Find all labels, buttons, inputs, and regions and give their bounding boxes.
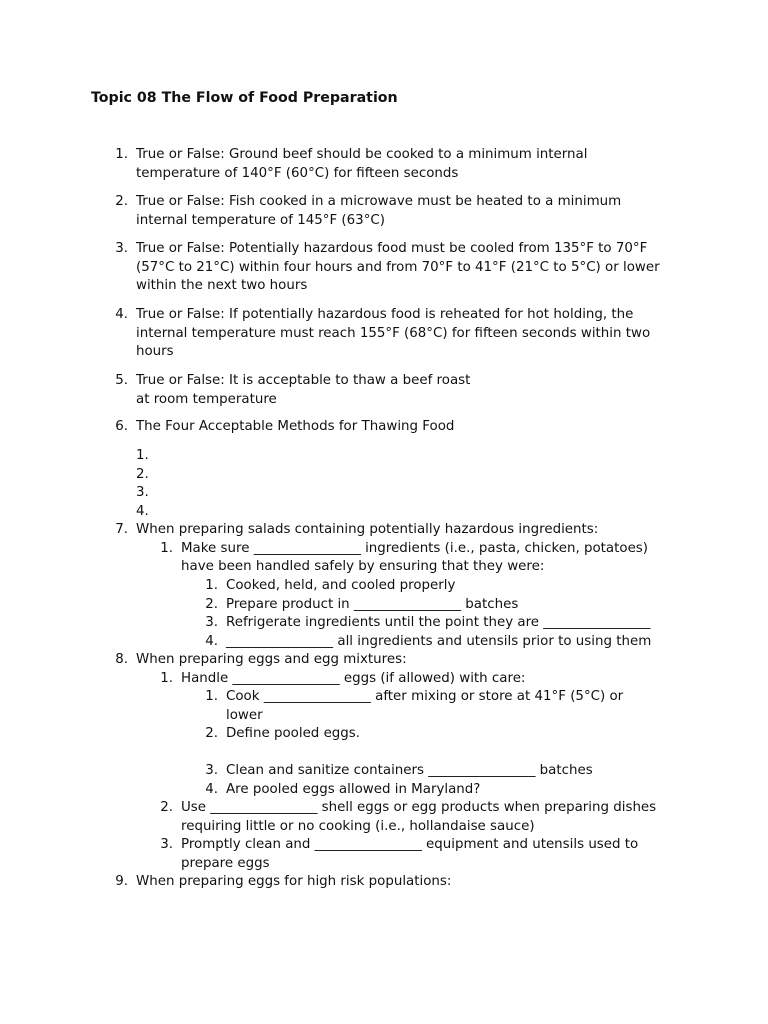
- list-number: 3.: [136, 485, 149, 500]
- question-text: The Four Acceptable Methods for Thawing Food: [136, 419, 455, 434]
- question-text: temperature of 140°F (60°C) for fifteen seconds: [136, 165, 459, 181]
- question-text: at room temperature: [136, 391, 277, 407]
- question-text: internal temperature must reach 155°F (68°C) for fifteen seconds within two: [136, 325, 651, 341]
- list-number: 1.: [160, 540, 173, 556]
- item-text: Promptly clean and ________________ equipment and utensils used to: [181, 837, 639, 852]
- item-text: Handle ________________ eggs (if allowed) with care:: [181, 670, 526, 686]
- question-text: (57°C to 21°C) within four hours and from 70°F to 41°F (21°C to 5°C) or lower: [136, 259, 660, 275]
- list-number: 1.: [136, 448, 149, 463]
- item-text: have been handled safely by ensuring that they were:: [181, 559, 545, 574]
- item-text: lower: [226, 707, 263, 723]
- page-title: Topic 08 The Flow of Food Preparation: [91, 90, 398, 106]
- list-number: 2.: [115, 194, 128, 209]
- question-text: True or False: If potentially hazardous food is reheated for hot holding, the: [136, 307, 634, 322]
- list-number: 5.: [115, 373, 128, 388]
- list-number: 4.: [205, 781, 218, 797]
- item-text: Use ________________ shell eggs or egg products when preparing dishes: [181, 800, 657, 815]
- list-number: 2.: [205, 596, 218, 612]
- item-text: Prepare product in ________________ batches: [226, 596, 519, 612]
- list-number: 2.: [160, 800, 173, 815]
- item-text: prepare eggs: [181, 855, 270, 871]
- item-text: ________________ all ingredients and utensils prior to using them: [226, 633, 652, 649]
- list-number: 9.: [115, 874, 128, 889]
- item-text: Refrigerate ingredients until the point they are ________________: [226, 615, 651, 630]
- question-text: internal temperature of 145°F (63°C): [136, 212, 385, 228]
- item-text: Clean and sanitize containers ________________ batches: [226, 763, 593, 778]
- item-text: Cook ________________ after mixing or store at 41°F (5°C) or: [226, 689, 624, 704]
- list-number: 4.: [115, 307, 128, 322]
- list-number: 3.: [115, 241, 128, 256]
- list-number: 8.: [115, 652, 128, 667]
- question-text: When preparing eggs for high risk populations:: [136, 874, 452, 889]
- question-text: True or False: Fish cooked in a microwave must be heated to a minimum: [136, 194, 622, 209]
- item-text: Define pooled eggs.: [226, 726, 361, 741]
- list-number: 4.: [205, 633, 218, 649]
- list-number: 1.: [160, 670, 173, 686]
- list-number: 4.: [136, 503, 149, 519]
- item-text: Are pooled eggs allowed in Maryland?: [226, 781, 481, 797]
- list-number: 2.: [205, 726, 218, 741]
- question-text: True or False: Potentially hazardous food must be cooled from 135°F to 70°F: [136, 241, 648, 256]
- list-number: 6.: [115, 419, 128, 434]
- list-number: 3.: [205, 763, 218, 778]
- item-text: Cooked, held, and cooled properly: [226, 578, 456, 593]
- question-text: When preparing eggs and egg mixtures:: [136, 652, 407, 667]
- list-number: 1.: [115, 147, 128, 162]
- question-text: When preparing salads containing potentially hazardous ingredients:: [136, 522, 599, 537]
- list-number: 1.: [205, 578, 218, 593]
- question-text: within the next two hours: [136, 278, 308, 293]
- list-number: 2.: [136, 466, 149, 482]
- list-number: 3.: [160, 837, 173, 852]
- item-text: requiring little or no cooking (i.e., hollandaise sauce): [181, 818, 535, 834]
- question-text: True or False: It is acceptable to thaw a beef roast: [136, 373, 471, 388]
- question-text: hours: [136, 344, 174, 359]
- item-text: Make sure ________________ ingredients (i.e., pasta, chicken, potatoes): [181, 540, 649, 556]
- question-text: True or False: Ground beef should be cooked to a minimum internal: [136, 147, 588, 162]
- list-number: 3.: [205, 615, 218, 630]
- list-number: 7.: [115, 522, 128, 537]
- list-number: 1.: [205, 689, 218, 704]
